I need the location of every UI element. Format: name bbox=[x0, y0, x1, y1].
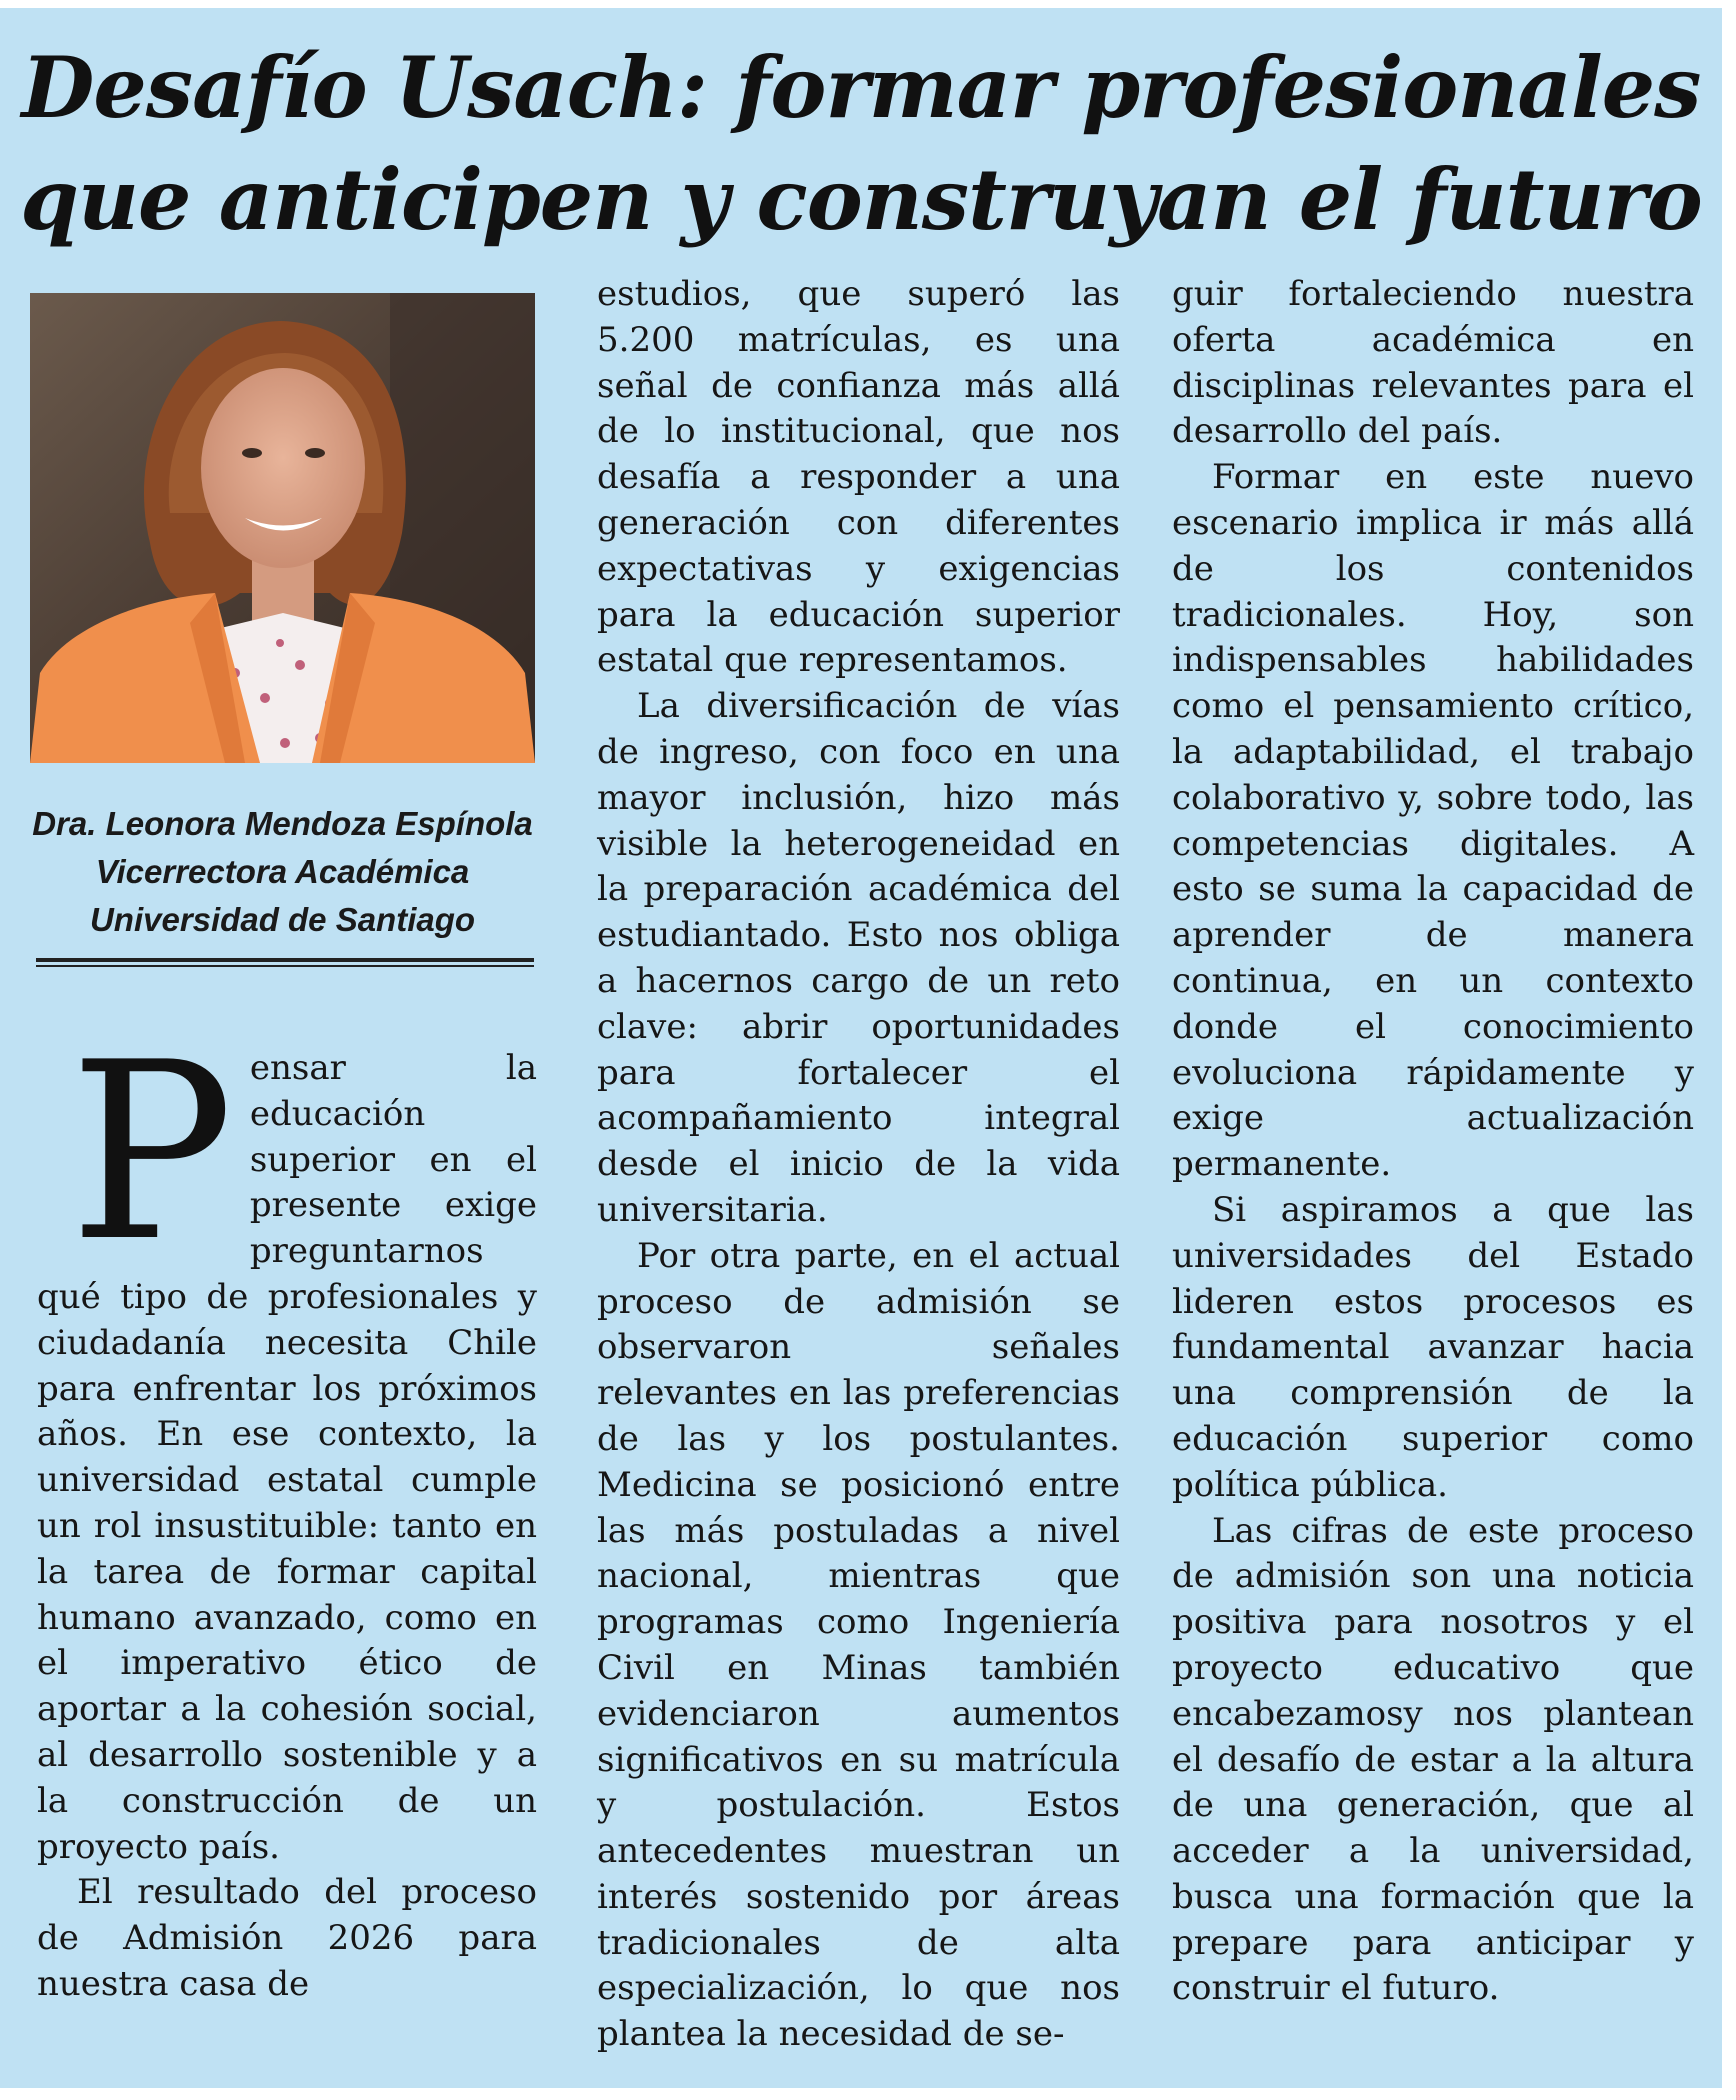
drop-cap: P bbox=[69, 1010, 234, 1295]
column-2 bbox=[597, 272, 1120, 2062]
paragraph-2-continued: estudios, que superó las 5.200 matrículas, es una señal de confianza más allá de lo institucional, que nos desafía a responder a una generación con diferentes expectativas y exigencias para la educación superior estatal que representamos. bbox=[597, 274, 1120, 681]
paragraph-1-text: ensar la educación superior en el presente exige preguntarnos qué tipo de profesionales y ciudadanía necesita Chile para enfrentar los próximos años. En ese contexto, la universidad estatal cumple un rol insustituible: tanto en la tarea de formar capital humano avanzado, como en el imperativo ético de aportar a la cohesión social, al desarrollo sostenible y a la construcción de un proyecto país. bbox=[37, 1048, 537, 1867]
article-panel bbox=[0, 8, 1727, 2088]
headline bbox=[0, 32, 1722, 256]
author-name: Dra. Leonora Mendoza Espínola bbox=[32, 805, 533, 842]
column-3 bbox=[1172, 272, 1694, 2062]
paragraph-2-start: El resultado del proceso de Admisión 2026 para nuestra casa de bbox=[37, 1872, 537, 2004]
author-role: Vicerrectora Académica bbox=[95, 853, 470, 890]
byline-divider-thin bbox=[36, 965, 534, 967]
author-institution: Universidad de Santiago bbox=[89, 901, 476, 938]
paragraph-5: Formar en este nuevo escenario implica ir más allá de los contenidos tradicionales. Hoy, son indispensables habilidades como el pensamiento crítico, la adaptabilidad, el trabajo colaborativo y, sobre todo, las competencias digitales. A esto se suma la capacidad de aprender de manera continua, en un contexto donde el conocimiento evoluciona rápidamente y exige actualización permanente. bbox=[1172, 457, 1694, 1185]
byline-divider bbox=[36, 958, 534, 962]
paragraph-4-continued: guir fortaleciendo nuestra oferta académica en disciplinas relevantes para el desarrollo del país. bbox=[1172, 274, 1694, 452]
paragraph-3: La diversificación de vías de ingreso, con foco en una mayor inclusión, hizo más visible la heterogeneidad en la preparación académica del estudiantado. Esto nos obliga a hacernos cargo de un reto clave: abrir oportunidades para fortalecer el acompañamiento integral desde el inicio de la vida universitaria. bbox=[597, 686, 1120, 1230]
headline-line-1: Desafío Usach: formar profesionales bbox=[21, 38, 1701, 137]
headline-line-2: que anticipen y construyan el futuro bbox=[20, 150, 1702, 249]
column-1 bbox=[37, 1010, 537, 2056]
byline bbox=[30, 800, 535, 944]
paragraph-7: Las cifras de este proceso de admisión son una noticia positiva para nosotros y el proyecto educativo que encabezamosy nos plantean el desafío de estar a la altura de una generación, que al acceder a la universidad, busca una formación que la prepare para anticipar y construir el futuro. bbox=[1172, 1510, 1694, 2009]
paragraph-4-start: Por otra parte, en el actual proceso de admisión se observaron señales relevantes en las preferencias de las y los postulantes. Medicina se posicionó entre las más postuladas a nivel nacional, mientras que programas como Ingeniería Civil en Minas también evidenciaron aumentos significativos en su matrícula y postulación. Estos antecedentes muestran un interés sostenido por áreas tradicionales de alta especialización, lo que nos plantea la necesidad de se- bbox=[597, 1235, 1120, 2055]
paragraph-6: Si aspiramos a que las universidades del Estado lideren estos procesos es fundamental avanzar hacia una comprensión de la educación superior como política pública. bbox=[1172, 1189, 1694, 1505]
paragraph-1 bbox=[37, 1010, 537, 1870]
author-portrait bbox=[30, 293, 535, 763]
